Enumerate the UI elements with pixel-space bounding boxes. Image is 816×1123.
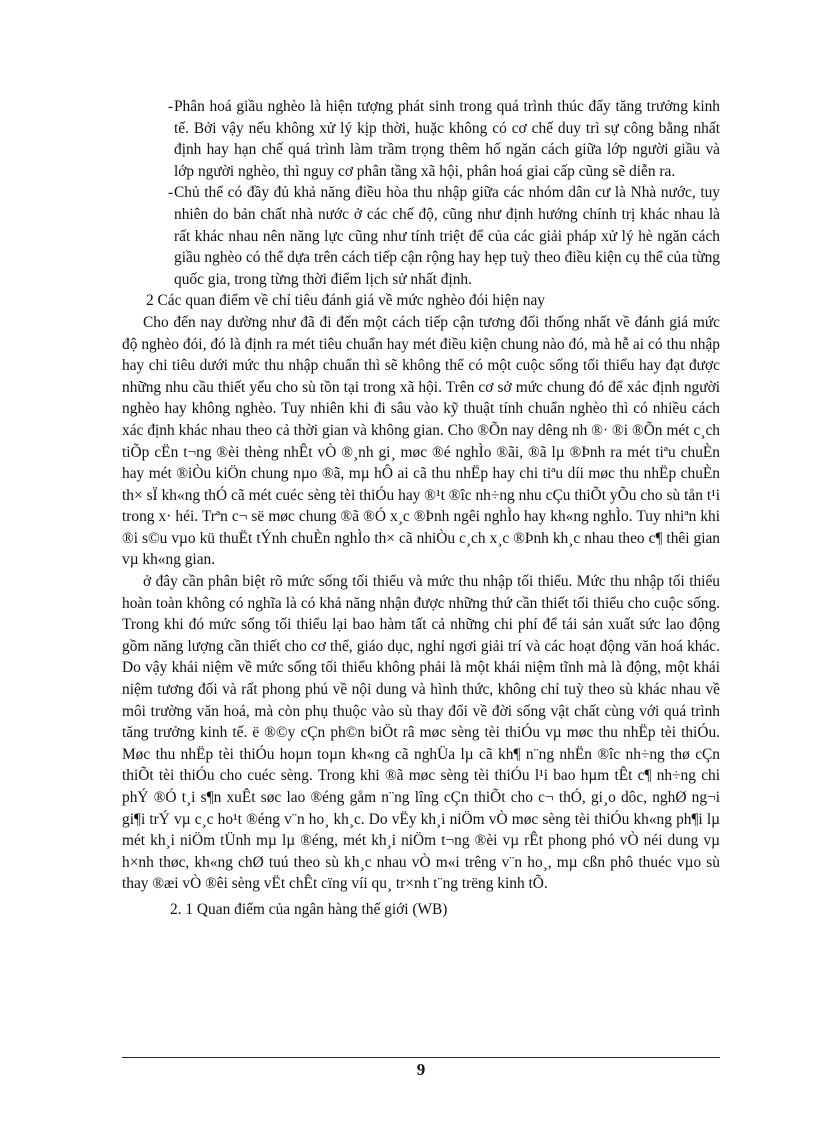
body-paragraph: ở đây cần phân biệt rõ mức sống tối thiểu và mức thu nhập tối thiểu. Mức thu nhập tối thiểu hoàn toàn không có nghĩa là có khả năng nhận được những thứ cần thiết tối thiểu cho cuộc sống. Trong khi đó mức sống tối thiểu lại bao hàm tất cả những chi phí để tái sản xuất sức lao động gồm năng lượng cần thiết cho cơ thể, giáo dục, nghỉ ngơi giải trí và các hoạt động văn hoá khác. Do vậy khái niệm về mức sống tối thiểu không phải là một khái niệm tĩnh mà là động, một khái niệm tương đối và rất phong phú về nội dung và hình thức, không chỉ tuỳ theo sù khác nhau về môi trường văn hoá, mà còn phụ thuộc vào sù thay đổi về đời sống vật chất cùng với quá trình tăng trưởng kinh tế. ë ®©y cÇn ph©n biÖt râ møc sèng tèi thiÓu vµ møc thu nhËp tèi thiÓu. Møc thu nhËp tèi thiÓu hoµn toµn kh«ng cã nghÜa lµ cã kh¶ n¨ng nhËn ®îc nh÷ng thø cÇn thiÕt tèi thiÓu cho cuéc sèng. Trong khi ®ã møc sèng tèi thiÓu l¹i bao hµm tÊt c¶ nh÷ng chi phÝ ®Ó t¸i s¶n xuÊt søc lao ®éng gåm n¨ng lîng cÇn thiÕt cho c¬ thÓ, gi¸o dôc, nghØ ng¬i gi¶i trÝ vµ c¸c ho¹t ®éng v¨n ho¸ kh¸c. Do vËy kh¸i niÖm vÒ møc sèng tèi thiÓu kh«ng ph¶i lµ mét kh¸i niÖm tÜnh mµ lµ ®éng, mét kh¸i niÖm t¬ng ®èi vµ rÊt phong phó vÒ néi dung vµ h×nh thøc, kh«ng chØ tuú theo sù kh¸c nhau vÒ m«i trêng v¨n ho¸, mµ cßn phô thuéc vµo sù thay ®æi vÒ ®êi sèng vËt chÊt cïng víi qu¸ tr×nh t¨ng trëng kinh tÕ. [122,573,720,893]
bullet-text: Phân hoá giầu nghèo là hiện tượng phát sinh trong quá trình thúc đẩy tăng trưởng kinh tế. Bởi vậy nếu không xử lý kịp thời, huặc không có cơ chế duy trì sự công bằng nhất định hay hạn chế quá trình làm trầm trọng thêm hố ngăn cách giữa lớp người giầu và lớp người nghèo, thì nguy cơ phân tầng xã hội, phân hoá giai cấp cũng sẽ diễn ra. [174,98,720,180]
page-content [122,96,720,921]
body-paragraph: Cho đến nay dường như đã đi đến một cách tiếp cận tương đối thống nhất về đánh giá mức độ nghèo đói, đó là định ra mét tiêu chuẩn hay mét điều kiện chung nào đó, mà hễ ai có thu nhập hay chi tiêu dưới mức thu nhập chuẩn thì sẽ không thể có một cuộc sống tối thiểu hay đạt được những nhu cầu thiết yếu cho sù tồn tại trong xã hội. Trên cơ sở mức chung đó để xác định người nghèo hay không nghèo. Tuy nhiên khi đi sâu vào kỹ thuật tính chuẩn nghèo thì có nhiều cách xác định khác nhau theo cả thời gian và không gian. Cho ®Õn nay dêng nh ®· ®i ®Õn mét c¸ch tiÕp cËn t¬ng ®èi thèng nhÊt vÒ ®¸nh gi¸ møc ®é nghÌo ®ãi, ®ã lµ ®Þnh ra mét tiªu chuÈn hay mét ®iÒu kiÖn chung nµo ®ã, mµ hÔ ai cã thu nhËp hay chi tiªu díi møc thu nhËp chuÈn th× sÏ kh«ng thÓ cã mét cuéc sèng tèi thiÓu hay ®¹t ®îc nh÷ng nhu cÇu thiÕt yÕu cho sù tån t¹i trong x· héi. Trªn c¬ së møc chung ®ã ®Ó x¸c ®Þnh ngêi nghÌo hay kh«ng nghÌo. Tuy nhiªn khi ®i s©u vµo kü thuËt tÝnh chuÈn nghÌo th× cã nhiÒu c¸ch x¸c ®Þnh kh¸c nhau theo c¶ thêi gian vµ kh«ng gian. [122,313,720,569]
bullet-item [122,96,720,182]
bullet-dash: - [168,98,174,115]
bullet-item [122,182,720,290]
page-number: 9 [416,1060,426,1079]
bullet-dash: - [168,184,174,202]
section-heading: 2 Các quan điểm về chỉ tiêu đánh giá về mức nghèo đói hiện nay [146,292,545,310]
footer-rule [122,1057,720,1058]
subsection-heading: 2. 1 Quan điểm của ngân hàng thế giới (WB) [170,900,448,918]
bullet-text: Chủ thể có đầy đủ khả năng điều hòa thu nhập giữa các nhóm dân cư là Nhà nước, tuy nhiên do bản chất nhà nước ở các chế độ, cũng như định hướng chính trị khác nhau là rất khác nhau nên năng lực cũng như tính triệt để của các giải pháp xử lý hè ngăn cách giầu nghèo có thể dựa trên cách tiếp cận rộng hay hẹp tuỳ theo điều kiện cụ thể của từng quốc gia, trong từng thời điểm lịch sử nhất định. [174,184,720,288]
